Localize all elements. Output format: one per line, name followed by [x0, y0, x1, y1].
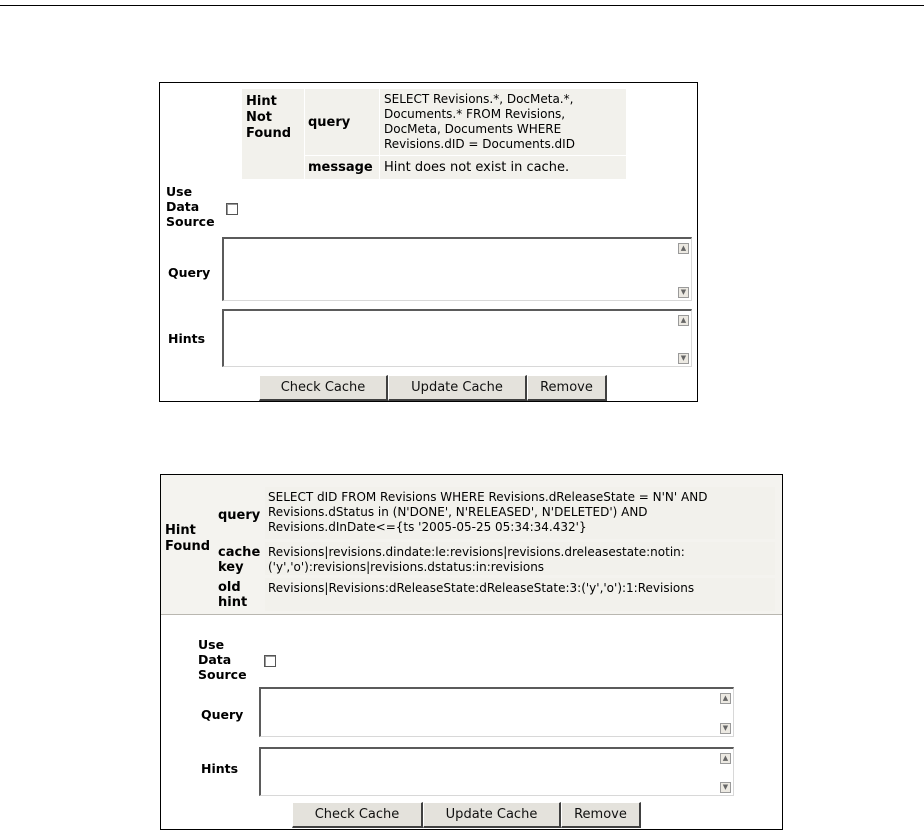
check-cache-button[interactable]: Check Cache [259, 375, 388, 401]
status-label: Hint Found [165, 523, 211, 554]
scroll-up-arrow-icon[interactable]: ▲ [720, 693, 731, 704]
update-cache-button[interactable]: Update Cache [388, 375, 527, 401]
result-key-cache-key: cache key [218, 545, 261, 575]
cache-panel-hint-found [160, 474, 783, 830]
result-value-query: SELECT Revisions.*, DocMeta.*, Documents.* FROM Revisions, DocMeta, Documents WHERE Revisions.dID = Documents.dID [384, 92, 575, 151]
result-value-cell [265, 542, 775, 575]
result-value-cell [380, 89, 626, 155]
remove-button[interactable]: Remove [527, 375, 607, 401]
result-value-cell [265, 487, 775, 539]
use-data-source-checkbox[interactable] [226, 203, 238, 215]
hints-textarea[interactable] [222, 309, 692, 367]
query-label: Query [168, 265, 211, 280]
page-top-rule [0, 5, 924, 6]
use-data-source-label: Use Data Source [198, 637, 247, 682]
query-label: Query [201, 707, 244, 722]
result-value-query: SELECT dID FROM Revisions WHERE Revisions.dReleaseState = N'N' AND Revisions.dStatus in (N'DONE', N'RELEASED', N'DELETED') AND Revisions.dInDate<={ts '2005-05-25 05:34:34.432'} [268, 490, 708, 534]
divider [161, 614, 782, 615]
cache-panel-hint-not-found [159, 82, 698, 402]
hints-textarea[interactable] [259, 747, 734, 796]
result-key-old-hint: old hint [218, 580, 248, 610]
result-value-cell [265, 578, 775, 611]
scroll-down-arrow-icon[interactable]: ▼ [720, 723, 731, 734]
use-data-source-checkbox[interactable] [264, 655, 276, 667]
status-label: Hint Not Found [246, 94, 292, 141]
scroll-up-arrow-icon[interactable]: ▲ [678, 243, 689, 254]
check-cache-button[interactable]: Check Cache [292, 802, 423, 828]
remove-button[interactable]: Remove [561, 802, 641, 828]
result-key-cell [305, 89, 379, 155]
query-textarea[interactable] [259, 687, 734, 737]
status-cell [242, 89, 304, 179]
result-value-cell [380, 156, 626, 179]
scroll-up-arrow-icon[interactable]: ▲ [678, 315, 689, 326]
update-cache-button[interactable]: Update Cache [423, 802, 561, 828]
scroll-down-arrow-icon[interactable]: ▼ [678, 353, 689, 364]
scroll-down-arrow-icon[interactable]: ▼ [720, 782, 731, 793]
scroll-up-arrow-icon[interactable]: ▲ [720, 753, 731, 764]
result-value-cache-key: Revisions|revisions.dindate:le:revisions|revisions.dreleasestate:notin:('y','o'):revisions|revisions.dstatus:in:revisions [268, 545, 685, 574]
result-key-query: query [218, 508, 261, 523]
use-data-source-label: Use Data Source [166, 184, 215, 229]
result-key-cell [305, 156, 379, 179]
scroll-down-arrow-icon[interactable]: ▼ [678, 287, 689, 298]
result-value-message: Hint does not exist in cache. [384, 160, 570, 175]
result-value-old-hint: Revisions|Revisions:dReleaseState:dReleaseState:3:('y','o'):1:Revisions [268, 581, 695, 595]
result-key-message: message [308, 160, 373, 175]
hints-label: Hints [168, 331, 206, 346]
result-key-query: query [308, 115, 351, 130]
query-textarea[interactable] [222, 237, 692, 301]
hints-label: Hints [201, 761, 239, 776]
